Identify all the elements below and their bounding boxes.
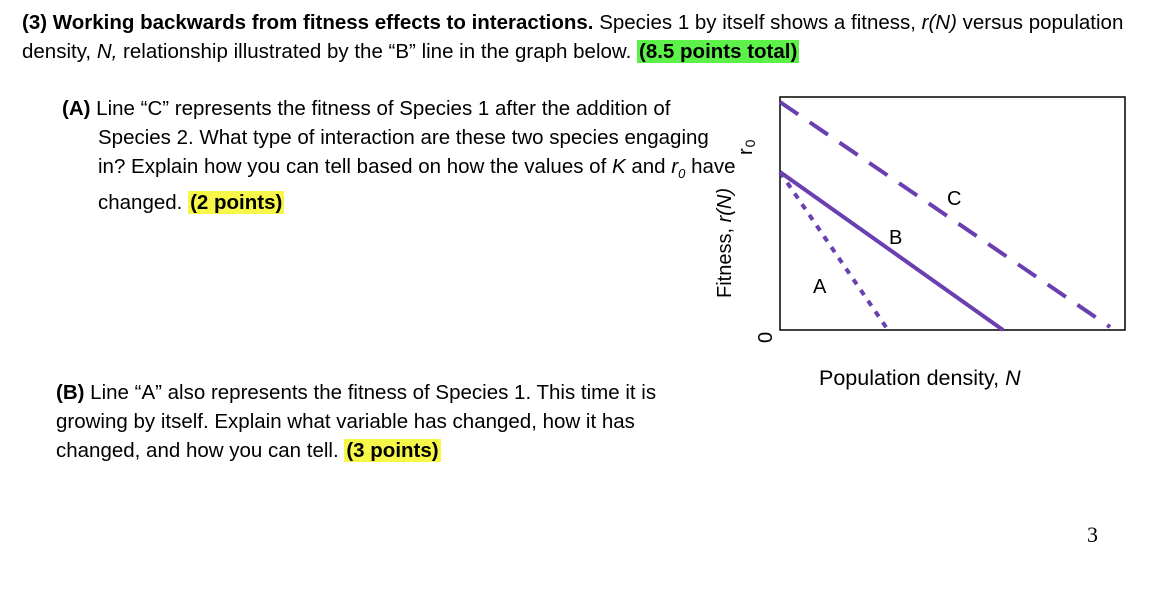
line-a [780, 172, 888, 330]
heading-text-2: versus population density, [22, 11, 1124, 63]
r0-axis-label: r0 [735, 139, 758, 155]
density-variable: N, [96, 40, 118, 63]
zero-axis-label: 0 [755, 331, 777, 343]
x-axis-label: Population density, N [819, 366, 1021, 390]
fitness-variable: r(N) [921, 11, 957, 34]
question-a-and: and [631, 155, 666, 178]
page-number: 3 [1087, 522, 1098, 547]
r0-variable: $r_0$ [671, 155, 686, 182]
question-title: Working backwards from fitness effects to interactions. [52, 11, 594, 34]
line-a-label: A [813, 276, 827, 298]
k-variable: K [611, 155, 626, 178]
y-axis-label: Fitness, r(N) [714, 187, 736, 298]
question-number: (3) [22, 11, 48, 34]
line-b-label: B [889, 227, 903, 249]
question-a-text-1: Line “C” represents the fitness of Species 1 after the addition of Species 2. What type of interaction are these two species engaging in? Explain how you can tell based on how the values of [96, 97, 709, 178]
question-a-text-2: have changed. [98, 155, 736, 215]
question-b-text: Line “A” also represents the fitness of Species 1. This time it is growing by itself. Explain what variable has changed, how it has changed, and how you can tell. [56, 381, 657, 462]
line-c-label: C [947, 188, 962, 210]
question-a-points: (2 points) [190, 191, 283, 215]
heading-text-3: relationship illustrated by the “B” line in the graph below. [123, 40, 632, 63]
question-b-points: (3 points) [346, 439, 439, 462]
line-b [780, 172, 1003, 330]
total-points-badge: (8.5 points total) [639, 40, 798, 63]
heading-text-1: Species 1 by itself shows a fitness, [599, 11, 916, 34]
question-b-label: (B) [56, 381, 85, 404]
line-c [780, 102, 1110, 327]
question-a-label: (A) [62, 97, 91, 120]
